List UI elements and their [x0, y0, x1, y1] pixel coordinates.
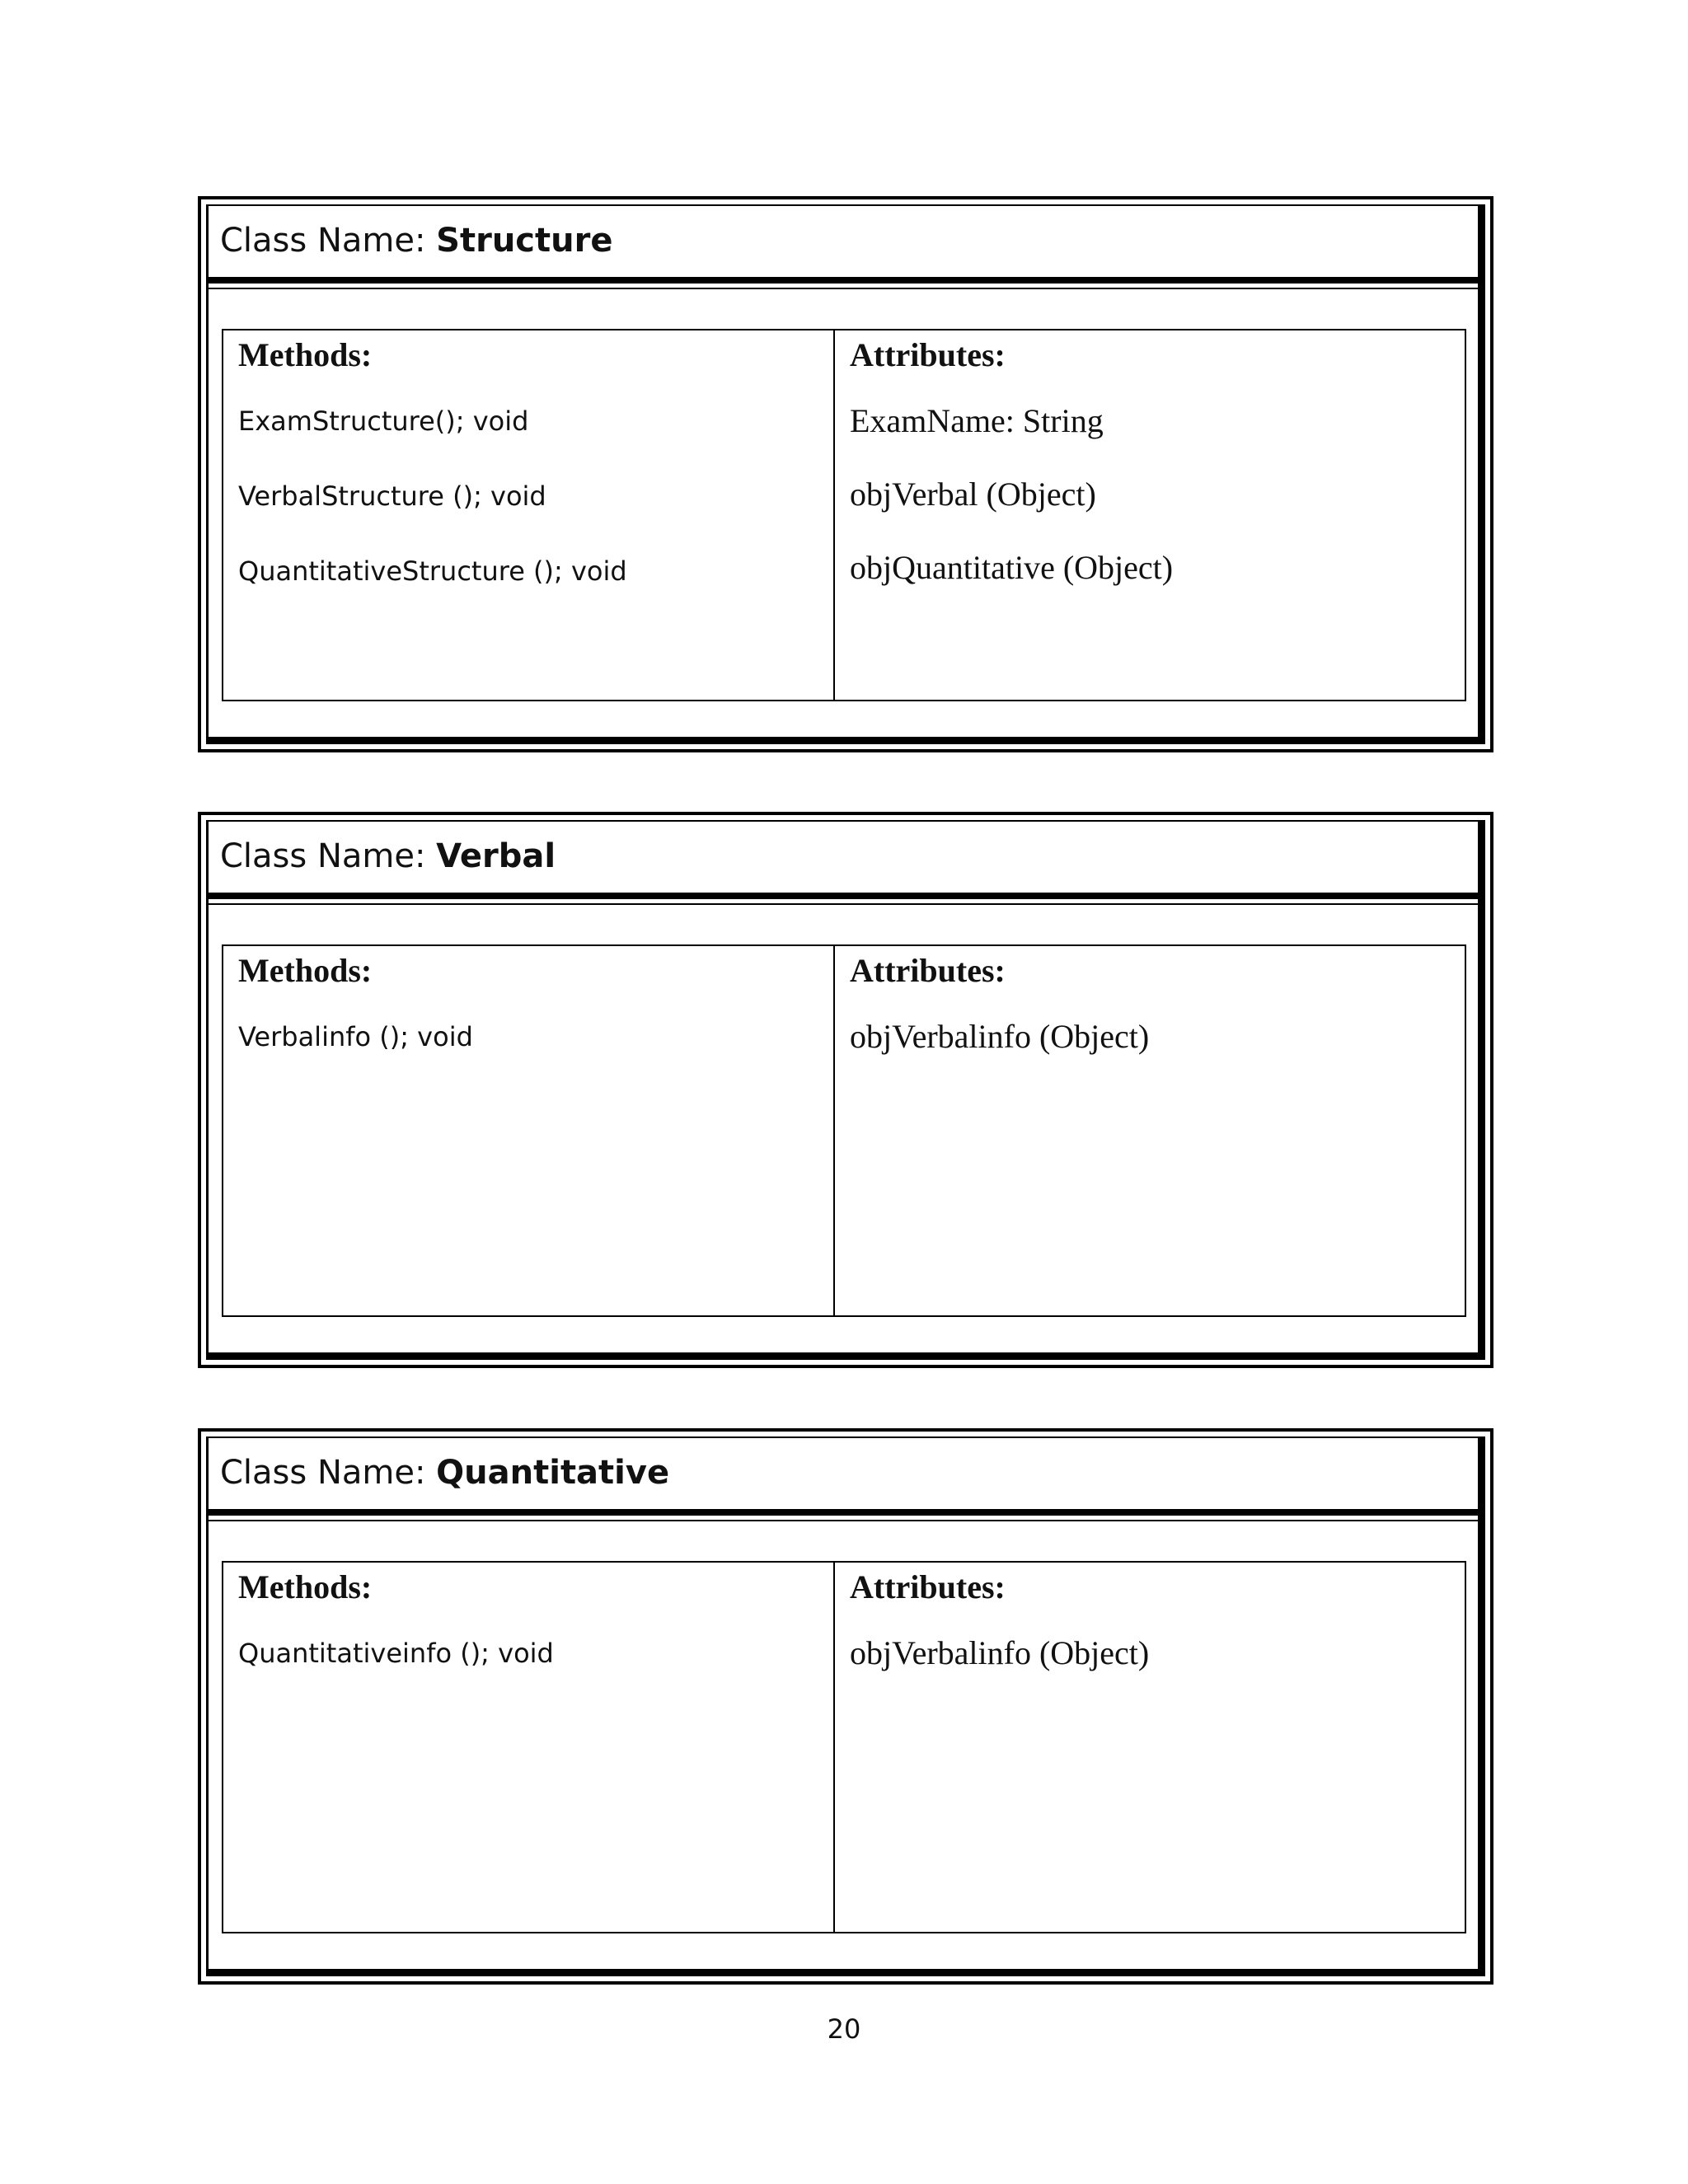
methods-header: Methods: — [238, 1568, 373, 1605]
card-frame — [206, 820, 1485, 1360]
methods-list — [238, 1020, 473, 1095]
class-title-label: Class Name: — [220, 837, 437, 875]
methods-header: Methods: — [238, 952, 373, 989]
class-title-band — [209, 206, 1478, 284]
card-frame — [206, 1436, 1485, 1976]
column-divider — [833, 946, 835, 1315]
attributes-list — [850, 1020, 1149, 1094]
attributes-header: Attributes: — [850, 1568, 1006, 1605]
attribute-item: objVerbalinfo (Object) — [850, 1634, 1150, 1671]
method-item: ExamStructure(); void — [238, 405, 529, 437]
methods-header: Methods: — [238, 336, 373, 373]
title-separator — [209, 1520, 1478, 1521]
page-number: 20 — [827, 2013, 861, 2045]
class-card-verbal — [198, 812, 1493, 1368]
class-name: Structure — [436, 222, 613, 260]
attribute-item: objQuantitative (Object) — [850, 549, 1174, 586]
members-table — [222, 329, 1466, 701]
class-title — [220, 837, 556, 876]
class-title-label: Class Name: — [220, 222, 437, 260]
class-title — [220, 221, 612, 260]
attribute-item: ExamName: String — [850, 402, 1104, 439]
members-table — [222, 944, 1466, 1317]
method-item: Quantitativeinfo (); void — [238, 1638, 554, 1669]
class-title-band — [209, 822, 1478, 899]
title-separator — [209, 903, 1478, 905]
card-frame — [206, 204, 1485, 744]
class-card-structure — [198, 196, 1493, 752]
title-separator — [209, 288, 1478, 289]
attribute-item: objVerbal (Object) — [850, 476, 1096, 513]
attributes-header: Attributes: — [850, 952, 1006, 989]
column-divider — [833, 330, 835, 700]
method-item: QuantitativeStructure (); void — [238, 555, 627, 587]
class-card-quantitative — [198, 1428, 1493, 1985]
methods-list — [238, 1637, 554, 1712]
attributes-list — [850, 1634, 1150, 1710]
class-name: Quantitative — [436, 1454, 670, 1492]
class-title — [220, 1453, 669, 1493]
column-divider — [833, 1563, 835, 1932]
attribute-item: objVerbalinfo (Object) — [850, 1018, 1150, 1055]
class-name: Verbal — [436, 837, 556, 875]
method-item: Verbalinfo (); void — [238, 1021, 473, 1052]
attributes-header: Attributes: — [850, 336, 1006, 373]
class-title-band — [209, 1438, 1478, 1516]
method-item: VerbalStructure (); void — [238, 480, 546, 512]
attributes-list — [850, 402, 1174, 625]
methods-list — [238, 405, 627, 630]
members-table — [222, 1561, 1466, 1933]
class-title-label: Class Name: — [220, 1454, 437, 1492]
